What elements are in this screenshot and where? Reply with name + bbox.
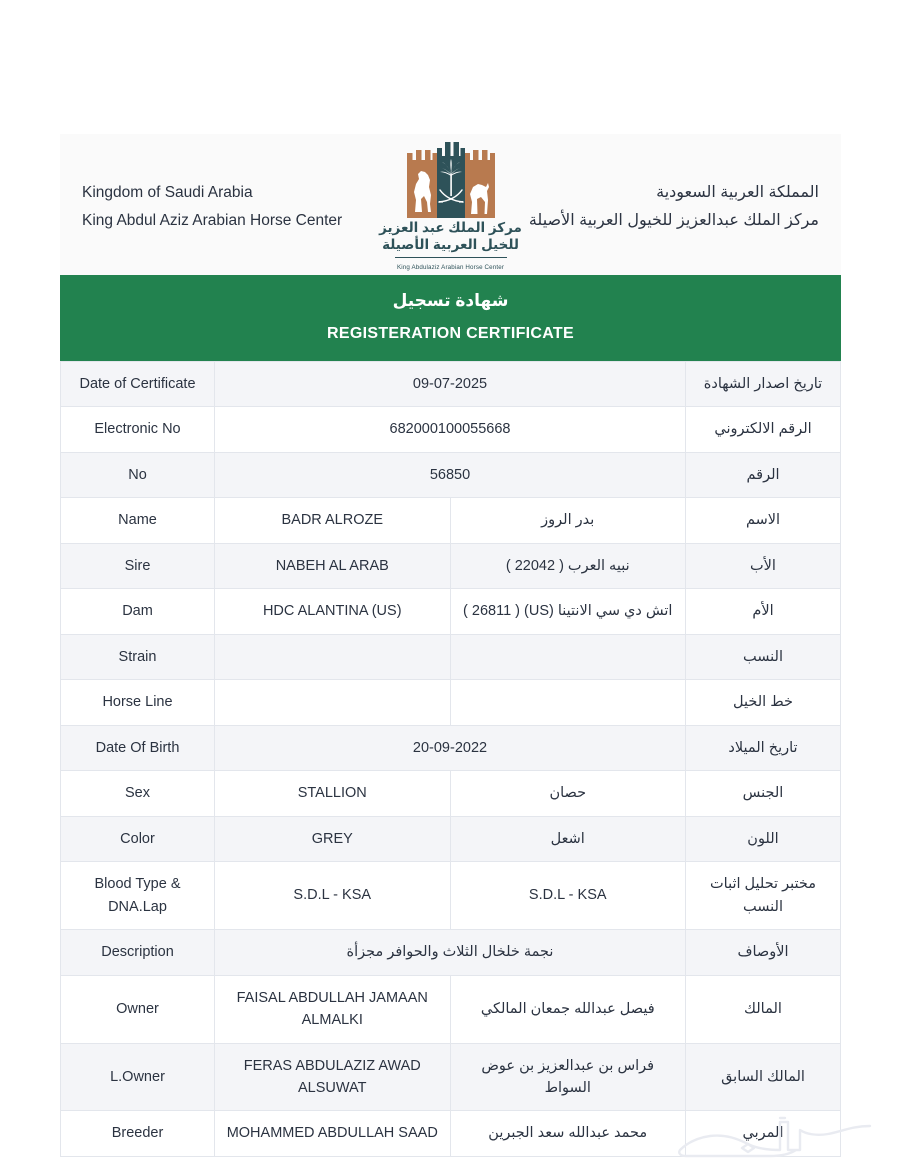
row-arabic-value: فيصل عبدالله جمعان المالكي	[450, 975, 686, 1043]
table-row	[61, 930, 841, 975]
row-arabic-value: فراس بن عبدالعزيز بن عوض السواط	[450, 1043, 686, 1111]
certificate-header	[60, 134, 841, 275]
horse-center-emblem-icon	[385, 142, 517, 220]
row-english-label: Date Of Birth	[61, 725, 215, 770]
row-english-value: FERAS ABDULAZIZ AWAD ALSUWAT	[215, 1043, 451, 1111]
certificate-table-body	[61, 362, 841, 1157]
table-row	[61, 452, 841, 497]
row-arabic-value: نبيه العرب ( 22042 )	[450, 543, 686, 588]
header-arabic-text	[524, 179, 819, 235]
row-english-value: NABEH AL ARAB	[215, 543, 451, 588]
row-arabic-label: المالك	[686, 975, 841, 1043]
row-arabic-label: الرقم الالكتروني	[686, 407, 841, 452]
logo-arabic-line-1: مركز الملك عبد العزيز	[379, 219, 522, 235]
registration-certificate	[60, 134, 841, 1157]
logo-arabic-line-2: للخيل العربية الأصيلة	[382, 236, 519, 252]
row-english-value	[215, 680, 451, 725]
table-row	[61, 1111, 841, 1156]
header-english-line-2: King Abdul Aziz Arabian Horse Center	[82, 211, 343, 229]
certificate-title-band	[60, 275, 841, 361]
row-english-value: S.D.L - KSA	[215, 862, 451, 930]
row-english-label: Horse Line	[61, 680, 215, 725]
certificate-title-arabic: شهادة تسجيل	[392, 291, 509, 310]
table-row	[61, 589, 841, 634]
logo-divider-rule	[395, 257, 507, 259]
header-arabic-line-1: المملكة العربية السعودية	[656, 183, 819, 201]
header-english-text	[82, 179, 377, 233]
row-english-label: L.Owner	[61, 1043, 215, 1111]
row-english-label: Color	[61, 816, 215, 861]
row-arabic-value: حصان	[450, 771, 686, 816]
row-arabic-label: المالك السابق	[686, 1043, 841, 1111]
row-english-value: GREY	[215, 816, 451, 861]
row-value-merged: 56850	[215, 452, 686, 497]
table-row	[61, 498, 841, 543]
certificate-data-table	[60, 361, 841, 1157]
row-english-value: HDC ALANTINA (US)	[215, 589, 451, 634]
row-english-label: Description	[61, 930, 215, 975]
row-arabic-label: الأب	[686, 543, 841, 588]
row-arabic-value: محمد عبدالله سعد الجبرين	[450, 1111, 686, 1156]
header-english-line-1: Kingdom of Saudi Arabia	[82, 184, 253, 202]
certificate-title-english: REGISTERATION CERTIFICATE	[327, 325, 574, 342]
row-english-label: Sire	[61, 543, 215, 588]
table-row	[61, 771, 841, 816]
row-arabic-value: S.D.L - KSA	[450, 862, 686, 930]
row-arabic-label: الأوصاف	[686, 930, 841, 975]
table-row	[61, 543, 841, 588]
row-english-value: FAISAL ABDULLAH JAMAAN ALMALKI	[215, 975, 451, 1043]
row-english-label: Electronic No	[61, 407, 215, 452]
row-english-label: Name	[61, 498, 215, 543]
row-arabic-value: بدر الروز	[450, 498, 686, 543]
row-english-value	[215, 634, 451, 679]
row-arabic-label: الأم	[686, 589, 841, 634]
logo-english-caption: King Abdulaziz Arabian Horse Center	[396, 264, 505, 272]
row-english-label: Breeder	[61, 1111, 215, 1156]
row-arabic-value: اتش دي سي الانتينا (US) ( 26811 )	[450, 589, 686, 634]
row-arabic-value	[450, 634, 686, 679]
row-english-label: Sex	[61, 771, 215, 816]
row-english-value: MOHAMMED ABDULLAH SAAD	[215, 1111, 451, 1156]
row-arabic-label: خط الخيل	[686, 680, 841, 725]
row-english-value: STALLION	[215, 771, 451, 816]
row-value-merged: نجمة خلخال الثلاث والحوافر مجزأة	[215, 930, 686, 975]
row-arabic-label: الجنس	[686, 771, 841, 816]
table-row	[61, 1043, 841, 1111]
row-value-merged: 09-07-2025	[215, 362, 686, 407]
row-arabic-label: الرقم	[686, 452, 841, 497]
row-english-label: Date of Certificate	[61, 362, 215, 407]
row-arabic-label: النسب	[686, 634, 841, 679]
header-arabic-line-2: مركز الملك عبدالعزيز للخيول العربية الأصيلة	[528, 211, 819, 229]
table-row	[61, 862, 841, 930]
row-arabic-label: المربي	[686, 1111, 841, 1156]
table-row	[61, 975, 841, 1043]
table-row	[61, 634, 841, 679]
row-arabic-label: اللون	[686, 816, 841, 861]
row-english-label: Blood Type & DNA.Lap	[61, 862, 215, 930]
row-value-merged: 682000100055668	[215, 407, 686, 452]
table-row	[61, 362, 841, 407]
row-arabic-label: الاسم	[686, 498, 841, 543]
row-english-label: Dam	[61, 589, 215, 634]
table-row	[61, 680, 841, 725]
table-row	[61, 407, 841, 452]
row-arabic-label: تاريخ الميلاد	[686, 725, 841, 770]
row-arabic-value	[450, 680, 686, 725]
row-arabic-value: اشعل	[450, 816, 686, 861]
row-english-value: BADR ALROZE	[215, 498, 451, 543]
row-arabic-label: مختبر تحليل اثبات النسب	[686, 862, 841, 930]
table-row	[61, 725, 841, 770]
row-value-merged: 20-09-2022	[215, 725, 686, 770]
row-english-label: No	[61, 452, 215, 497]
row-english-label: Owner	[61, 975, 215, 1043]
center-logo	[377, 142, 524, 271]
table-row	[61, 816, 841, 861]
row-english-label: Strain	[61, 634, 215, 679]
row-arabic-label: تاريخ اصدار الشهادة	[686, 362, 841, 407]
